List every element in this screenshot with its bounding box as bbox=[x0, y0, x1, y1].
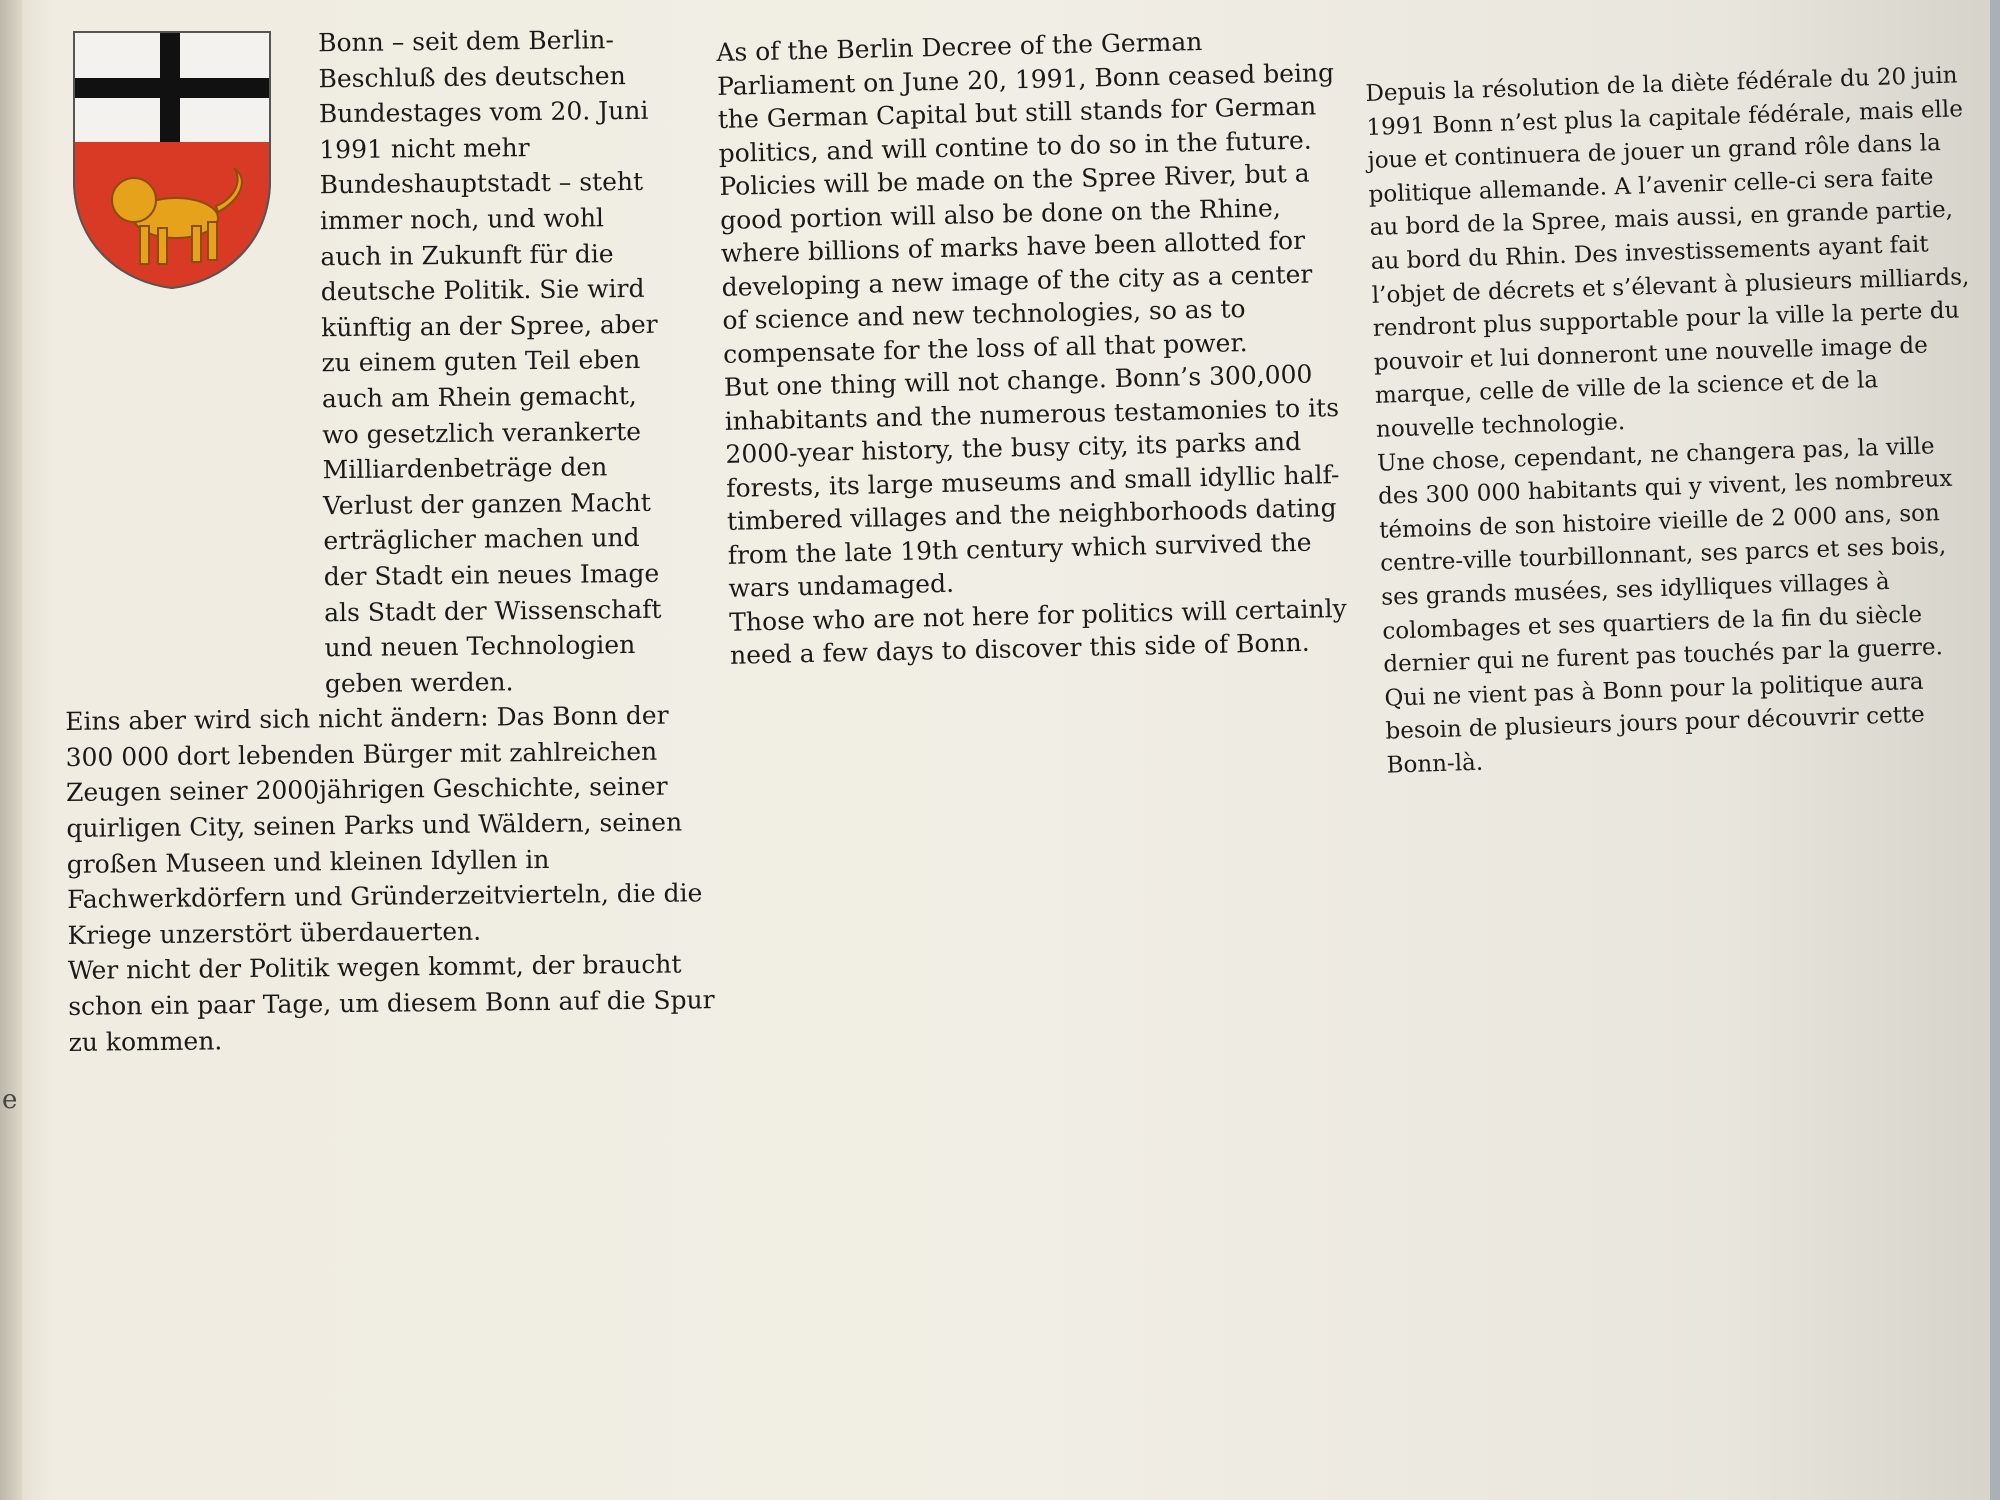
english-paragraph-3: Those who are not here for politics will certainly need a few days to discover this side of Bonn. bbox=[728, 593, 1348, 670]
german-paragraph-1: Bonn – seit dem Berlin-Beschluß des deutschen Bundestages vom 20. Juni 1991 nicht mehr Bundeshauptstadt – steht immer noch, und wohl auch in Zukunft für die deutsche Politik. Sie wird künftig an der Spree, aber zu einem guten Teil eben auch am Rhein gemacht, wo gesetzlich verankerte Milliardenbeträge den Verlust der ganzen Macht erträglicher machen und der Stadt ein neues Image als Stadt der Wissenschaft und neuen Technologien geben werden. bbox=[318, 25, 662, 698]
french-paragraph-1: Depuis la résolution de la diète fédérale du 20 juin 1991 Bonn n’est plus la capitale fédérale, mais elle joue et continuera de jouer un grand rôle dans la politique allemande. A l’avenir celle-ci sera faite au bord de la Spree, mais aussi, en grande partie, au bord du Rhin. Des investissements ayant fait l’objet de décrets et s’élevant à plusieurs milliards, rendront plus supportable pour la ville la perte du pouvoir et lui donneront une nouvelle image de marque, celle de ville de la science et de la nouvelle technologie. bbox=[1365, 62, 1970, 443]
french-paragraph-2: Une chose, cependant, ne changera pas, la ville des 300 000 habitants qui y vivent, les nombreux témoins de son histoire vieille de 2 000 ans, son centre-ville tourbillonnant, ses parcs et ses bois, ses grands musées, ses idylliques villages à colombages et ses quartiers de la fin du siècle dernier qui ne furent pas touchés par la guerre. bbox=[1376, 432, 1953, 678]
french-paragraph-3: Qui ne vient pas à Bonn pour la politique aura besoin de plusieurs jours pour découvrir cette Bonn-là. bbox=[1384, 668, 1926, 779]
french-text-column bbox=[1365, 59, 1987, 783]
german-paragraph-2: Eins aber wird sich nicht ändern: Das Bonn der 300 000 dort lebenden Bürger mit zahlreichen Zeugen seiner 2000jährigen Geschichte, seiner quirligen City, seinen Parks und Wäldern, seinen großen Museen und kleinen Idyllen in Fachwerkdörfern und Gründerzeitvierteln, die die Kriege unzerstört überdauerten. bbox=[65, 700, 703, 950]
german-text-column bbox=[58, 21, 719, 1060]
page-edge bbox=[1990, 0, 2000, 1500]
german-paragraph-3: Wer nicht der Politik wegen kommt, der braucht schon ein paar Tage, um diesem Bonn auf die Spur zu kommen. bbox=[67, 949, 715, 1057]
book-page bbox=[22, 0, 1990, 1500]
english-paragraph-1: As of the Berlin Decree of the German Parliament on June 20, 1991, Bonn ceased being the German Capital but still stands for German politics, and will contine to do so in the future. Policies will be made on the Spree River, but a good portion will also be done on the Rhine, where billions of marks have been allotted for developing a new image of the city as a center of science and new technologies, so as to compensate for the loss of all that power. bbox=[716, 26, 1335, 369]
english-text-column bbox=[716, 22, 1350, 672]
english-paragraph-2: But one thing will not change. Bonn’s 300,000 inhabitants and the numerous testamonies to its 2000-year history, the busy city, its parks and forests, its large museums and small idyllic half-timbered villages and the neighborhoods dating from the late 19th century which survived the wars undamaged. bbox=[723, 359, 1340, 603]
book-gutter bbox=[0, 0, 22, 1500]
margin-letter: e bbox=[2, 1085, 18, 1115]
